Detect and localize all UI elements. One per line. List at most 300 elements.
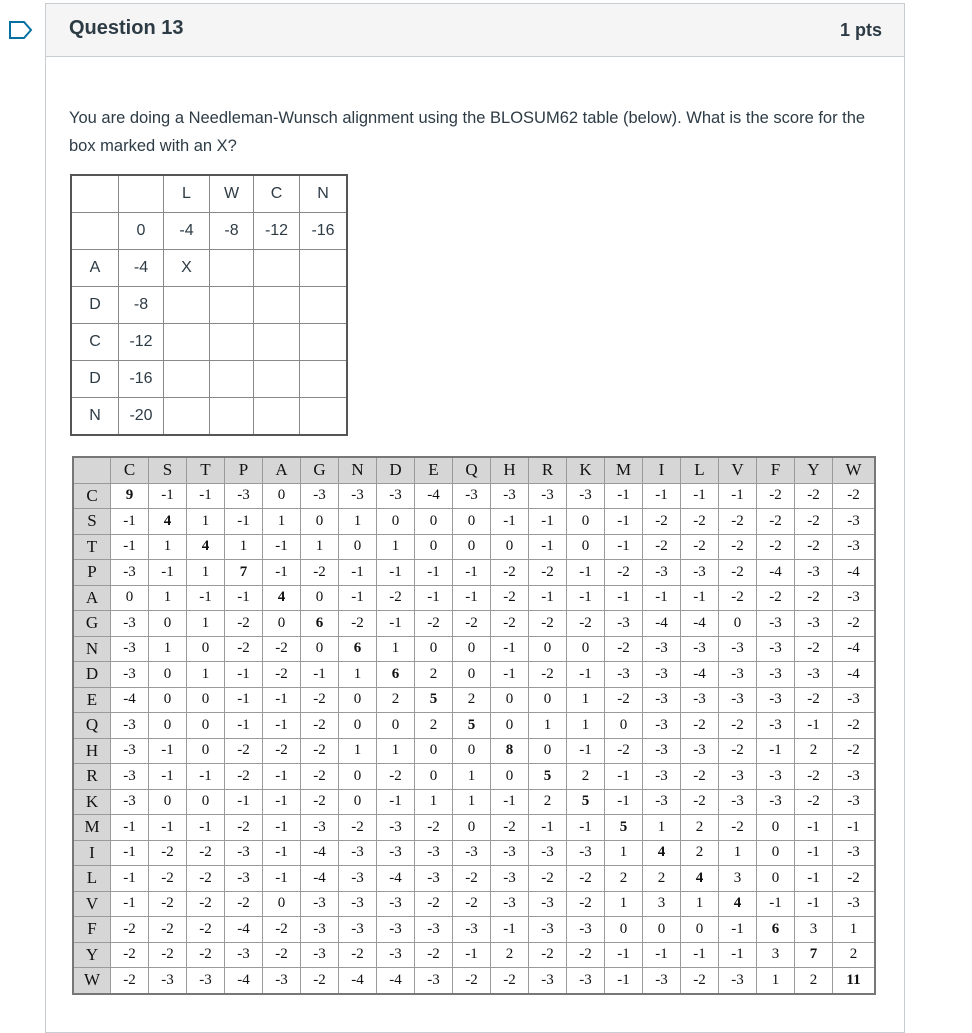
nw-cell: C [71, 324, 119, 361]
blosum-cell: -3 [377, 917, 415, 943]
blosum-cell: -1 [757, 891, 795, 917]
blosum-cell: 0 [529, 687, 567, 713]
blosum-cell: -3 [757, 662, 795, 688]
blosum-column-header: K [567, 457, 605, 483]
blosum-cell: -2 [263, 662, 301, 688]
blosum-column-header: Q [453, 457, 491, 483]
blosum-cell: -1 [681, 942, 719, 968]
blosum-cell: 1 [301, 534, 339, 560]
blosum-cell: 2 [491, 942, 529, 968]
blosum-cell: -1 [719, 483, 757, 509]
blosum-cell: -2 [111, 942, 149, 968]
blosum-cell: -3 [529, 891, 567, 917]
blosum-cell: 3 [795, 917, 833, 943]
blosum-cell: -3 [643, 789, 681, 815]
blosum-cell: -3 [453, 840, 491, 866]
blosum-cell: -3 [415, 866, 453, 892]
blosum-cell: -3 [605, 611, 643, 637]
blosum-cell: 1 [339, 509, 377, 535]
blosum-cell: -1 [795, 891, 833, 917]
blosum-row-header: S [73, 509, 111, 535]
blosum-diagonal-cell: 5 [605, 815, 643, 841]
blosum-cell: -2 [681, 509, 719, 535]
blosum-cell: -2 [529, 611, 567, 637]
blosum-cell: -1 [681, 585, 719, 611]
blosum-cell: 0 [415, 764, 453, 790]
blosum-cell: -2 [453, 891, 491, 917]
blosum-column-header: I [643, 457, 681, 483]
blosum-column-header: H [491, 457, 529, 483]
blosum-cell: -3 [719, 636, 757, 662]
blosum-row [73, 713, 875, 739]
blosum-column-header: V [719, 457, 757, 483]
nw-cell [119, 175, 164, 213]
blosum-column-header: R [529, 457, 567, 483]
nw-cell [300, 324, 348, 361]
blosum-cell: 0 [453, 509, 491, 535]
blosum-cell: -3 [301, 917, 339, 943]
blosum-cell: -3 [263, 968, 301, 994]
blosum-cell: -1 [453, 585, 491, 611]
nw-cell: -20 [119, 398, 164, 436]
blosum-cell: -3 [339, 483, 377, 509]
blosum-cell: -1 [263, 866, 301, 892]
blosum-cell: -2 [833, 483, 876, 509]
blosum-cell: -2 [301, 789, 339, 815]
blosum-cell: -1 [225, 687, 263, 713]
blosum-cell: -3 [491, 483, 529, 509]
blosum-cell: -3 [643, 764, 681, 790]
blosum-cell: -2 [149, 917, 187, 943]
blosum-cell: -1 [225, 789, 263, 815]
blosum-cell: -3 [339, 866, 377, 892]
blosum-cell: 0 [149, 789, 187, 815]
blosum-cell: -1 [757, 738, 795, 764]
blosum-cell: -2 [643, 509, 681, 535]
blosum-cell: 0 [301, 636, 339, 662]
blosum-cell: -3 [377, 483, 415, 509]
blosum-cell: 0 [415, 534, 453, 560]
blosum-cell: -3 [377, 942, 415, 968]
blosum-cell: -2 [529, 560, 567, 586]
blosum-diagonal-cell: 4 [263, 585, 301, 611]
blosum-row-header: Y [73, 942, 111, 968]
blosum-cell: -1 [795, 840, 833, 866]
blosum-cell: -4 [681, 662, 719, 688]
blosum-cell: -2 [377, 764, 415, 790]
blosum-row-header: V [73, 891, 111, 917]
blosum-cell: 2 [377, 687, 415, 713]
blosum-cell: 0 [529, 636, 567, 662]
blosum-cell: -1 [377, 560, 415, 586]
blosum-row-header: L [73, 866, 111, 892]
nw-cell: -4 [164, 213, 210, 250]
blosum-cell: -1 [111, 815, 149, 841]
nw-row [71, 398, 347, 436]
blosum-cell: -2 [149, 840, 187, 866]
blosum-cell: -2 [795, 534, 833, 560]
blosum-diagonal-cell: 6 [301, 611, 339, 637]
blosum-row-header: E [73, 687, 111, 713]
blosum-row [73, 560, 875, 586]
blosum-cell: -3 [377, 891, 415, 917]
blosum-cell: -2 [719, 738, 757, 764]
blosum-cell: -2 [453, 611, 491, 637]
blosum-cell: -2 [187, 891, 225, 917]
blosum-diagonal-cell: 11 [833, 968, 876, 994]
nw-cell [71, 175, 119, 213]
blosum-cell: -2 [567, 891, 605, 917]
nw-cell [210, 361, 254, 398]
blosum-cell: -4 [833, 636, 876, 662]
blosum-cell: -1 [605, 585, 643, 611]
blosum-cell: -2 [225, 738, 263, 764]
blosum-cell: -1 [263, 789, 301, 815]
blosum-cell: -3 [111, 662, 149, 688]
blosum-cell: -2 [681, 713, 719, 739]
blosum-cell: 1 [605, 891, 643, 917]
blosum-cell: -3 [567, 917, 605, 943]
blosum-cell: -3 [681, 738, 719, 764]
blosum-cell: -3 [301, 942, 339, 968]
blosum-diagonal-cell: 4 [187, 534, 225, 560]
blosum-cell: -3 [757, 789, 795, 815]
blosum-cell: -3 [529, 840, 567, 866]
blosum-cell: -2 [111, 968, 149, 994]
blosum-cell: -2 [719, 534, 757, 560]
blosum-row-header: W [73, 968, 111, 994]
blosum-cell: -1 [187, 815, 225, 841]
blosum-row-header: H [73, 738, 111, 764]
blosum-cell: -1 [263, 840, 301, 866]
blosum-cell: 0 [187, 636, 225, 662]
blosum-cell: -2 [757, 509, 795, 535]
nw-cell: N [300, 175, 348, 213]
blosum-cell: 0 [605, 713, 643, 739]
blosum-diagonal-cell: 6 [757, 917, 795, 943]
blosum-cell: -2 [415, 815, 453, 841]
blosum-cell: 1 [833, 917, 876, 943]
blosum-cell: -2 [415, 611, 453, 637]
blosum-cell: -3 [795, 662, 833, 688]
blosum-cell: -2 [491, 815, 529, 841]
blosum-cell: -3 [301, 483, 339, 509]
blosum-cell: -1 [377, 611, 415, 637]
blosum-cell: -3 [757, 611, 795, 637]
blosum-cell: 1 [225, 534, 263, 560]
blosum-row [73, 687, 875, 713]
blosum-row-header: C [73, 483, 111, 509]
blosum-cell: 0 [491, 764, 529, 790]
blosum-cell: -1 [491, 509, 529, 535]
blosum-column-header: T [187, 457, 225, 483]
question-points: 1 pts [839, 20, 882, 40]
blosum-cell: 0 [491, 534, 529, 560]
blosum-cell: -2 [263, 636, 301, 662]
nw-cell: -8 [119, 287, 164, 324]
blosum-cell: -2 [567, 866, 605, 892]
blosum-cell: -3 [415, 968, 453, 994]
blosum-cell: 1 [339, 662, 377, 688]
blosum-cell: -2 [225, 815, 263, 841]
nw-row [71, 213, 347, 250]
blosum-cell: -2 [415, 891, 453, 917]
blosum-cell: -2 [301, 713, 339, 739]
nw-cell [254, 361, 300, 398]
blosum-cell: 2 [529, 789, 567, 815]
blosum-row-header: G [73, 611, 111, 637]
blosum-cell: -1 [681, 483, 719, 509]
blosum-cell: -2 [187, 917, 225, 943]
blosum-cell: -2 [567, 611, 605, 637]
blosum-cell: -1 [111, 840, 149, 866]
blosum-cell: -1 [605, 764, 643, 790]
blosum-cell: -3 [377, 840, 415, 866]
nw-cell [210, 250, 254, 287]
blosum-cell: 0 [263, 483, 301, 509]
blosum-cell: -1 [225, 585, 263, 611]
blosum-cell: -1 [339, 560, 377, 586]
blosum-cell: 1 [263, 509, 301, 535]
blosum-cell: -2 [833, 611, 876, 637]
blosum-cell: -3 [225, 866, 263, 892]
blosum-cell: -3 [795, 560, 833, 586]
blosum-cell: -1 [111, 509, 149, 535]
blosum-cell: -2 [833, 713, 876, 739]
blosum-row-header: P [73, 560, 111, 586]
blosum-cell: 2 [795, 738, 833, 764]
blosum-cell: -2 [529, 942, 567, 968]
blosum-cell: -3 [643, 662, 681, 688]
blosum-cell: 2 [681, 840, 719, 866]
blosum-corner [73, 457, 111, 483]
blosum-cell: -2 [377, 585, 415, 611]
blosum-cell: -2 [453, 866, 491, 892]
blosum-cell: -1 [225, 509, 263, 535]
blosum-cell: -3 [529, 483, 567, 509]
blosum-cell: 1 [643, 815, 681, 841]
blosum-cell: -1 [149, 764, 187, 790]
nw-cell [164, 324, 210, 361]
flag-question-icon[interactable] [8, 20, 34, 40]
blosum-cell: -2 [263, 738, 301, 764]
blosum-row-header: N [73, 636, 111, 662]
blosum-cell: -2 [263, 942, 301, 968]
nw-cell: -8 [210, 213, 254, 250]
blosum-cell: -2 [795, 636, 833, 662]
blosum-row-header: T [73, 534, 111, 560]
blosum-cell: -1 [567, 815, 605, 841]
blosum-cell: 1 [681, 891, 719, 917]
blosum-diagonal-cell: 5 [567, 789, 605, 815]
blosum-cell: -3 [225, 840, 263, 866]
blosum-cell: -2 [681, 764, 719, 790]
blosum-cell: 0 [339, 789, 377, 815]
blosum-cell: -3 [681, 636, 719, 662]
blosum-cell: -2 [415, 942, 453, 968]
blosum-cell: -3 [643, 968, 681, 994]
blosum-diagonal-cell: 8 [491, 738, 529, 764]
blosum-cell: 2 [681, 815, 719, 841]
nw-cell: L [164, 175, 210, 213]
blosum-cell: 0 [149, 713, 187, 739]
blosum-cell: -1 [605, 483, 643, 509]
blosum-cell: -2 [605, 687, 643, 713]
blosum-cell: -3 [681, 560, 719, 586]
blosum-cell: -4 [111, 687, 149, 713]
blosum-row [73, 840, 875, 866]
blosum-cell: 1 [719, 840, 757, 866]
blosum-cell: -3 [111, 789, 149, 815]
blosum-cell: -3 [719, 789, 757, 815]
blosum-cell: 3 [719, 866, 757, 892]
blosum-cell: 1 [567, 713, 605, 739]
blosum-cell: -1 [149, 560, 187, 586]
blosum-cell: -3 [795, 611, 833, 637]
nw-cell [210, 324, 254, 361]
blosum-cell: -1 [567, 662, 605, 688]
blosum-cell: -3 [301, 891, 339, 917]
blosum-cell: 2 [795, 968, 833, 994]
blosum-cell: -3 [567, 840, 605, 866]
needleman-wunsch-table [70, 174, 348, 436]
blosum-cell: -3 [719, 764, 757, 790]
blosum-cell: -3 [757, 687, 795, 713]
blosum-cell: -1 [263, 764, 301, 790]
blosum-cell: -4 [681, 611, 719, 637]
blosum-cell: -1 [643, 585, 681, 611]
nw-cell: -16 [300, 213, 348, 250]
blosum-column-header: C [111, 457, 149, 483]
blosum-cell: -2 [719, 509, 757, 535]
nw-row [71, 250, 347, 287]
blosum-cell: 1 [187, 662, 225, 688]
nw-cell [300, 398, 348, 436]
blosum-row-header: Q [73, 713, 111, 739]
blosum-cell: -3 [833, 789, 876, 815]
blosum-column-header: E [415, 457, 453, 483]
blosum-cell: -3 [339, 891, 377, 917]
blosum-cell: -2 [719, 560, 757, 586]
blosum-cell: 1 [339, 738, 377, 764]
blosum-cell: -1 [225, 662, 263, 688]
blosum-cell: 0 [377, 509, 415, 535]
blosum-cell: 1 [453, 764, 491, 790]
blosum-cell: -1 [187, 764, 225, 790]
blosum-cell: -2 [491, 560, 529, 586]
blosum-cell: 0 [415, 509, 453, 535]
nw-cell: 0 [119, 213, 164, 250]
blosum-cell: -3 [833, 585, 876, 611]
blosum-cell: -4 [833, 662, 876, 688]
blosum-cell: -2 [187, 942, 225, 968]
blosum-cell: 0 [263, 611, 301, 637]
blosum-cell: -3 [491, 891, 529, 917]
blosum-row [73, 738, 875, 764]
blosum-cell: 2 [643, 866, 681, 892]
nw-row [71, 324, 347, 361]
blosum-diagonal-cell: 4 [643, 840, 681, 866]
blosum-cell: -1 [719, 942, 757, 968]
nw-cell: W [210, 175, 254, 213]
blosum-cell: -2 [301, 560, 339, 586]
blosum-cell: 1 [149, 534, 187, 560]
blosum-cell: 1 [149, 585, 187, 611]
blosum-column-header: M [605, 457, 643, 483]
blosum-cell: 0 [377, 713, 415, 739]
blosum-cell: -2 [301, 738, 339, 764]
blosum-cell: -2 [529, 866, 567, 892]
blosum-cell: -4 [757, 560, 795, 586]
blosum-cell: -1 [415, 560, 453, 586]
blosum-cell: -4 [415, 483, 453, 509]
blosum-cell: -4 [377, 968, 415, 994]
nw-cell: -16 [119, 361, 164, 398]
blosum-cell: -1 [643, 483, 681, 509]
blosum-cell: -1 [149, 483, 187, 509]
blosum-header-row [73, 457, 875, 483]
blosum-cell: 0 [567, 509, 605, 535]
blosum-cell: 0 [757, 840, 795, 866]
blosum-cell: -3 [605, 662, 643, 688]
blosum-row-header: A [73, 585, 111, 611]
blosum-cell: -1 [605, 942, 643, 968]
blosum-cell: -2 [225, 891, 263, 917]
blosum-cell: -2 [757, 483, 795, 509]
blosum-column-header: Y [795, 457, 833, 483]
blosum-cell: -2 [567, 942, 605, 968]
blosum-cell: 0 [415, 738, 453, 764]
blosum-cell: -2 [795, 509, 833, 535]
nw-cell: N [71, 398, 119, 436]
blosum-cell: 1 [377, 636, 415, 662]
blosum-cell: -3 [111, 713, 149, 739]
blosum-cell: 0 [111, 585, 149, 611]
nw-cell [300, 250, 348, 287]
nw-cell [300, 287, 348, 324]
nw-cell: D [71, 361, 119, 398]
blosum-diagonal-cell: 4 [681, 866, 719, 892]
blosum-cell: -4 [377, 866, 415, 892]
question-title: Question 13 [69, 17, 184, 39]
blosum-cell: -3 [719, 687, 757, 713]
nw-cell [210, 287, 254, 324]
blosum-cell: -2 [339, 611, 377, 637]
nw-cell [164, 287, 210, 324]
blosum-diagonal-cell: 5 [453, 713, 491, 739]
blosum-cell: -1 [263, 687, 301, 713]
blosum-cell: -3 [643, 738, 681, 764]
blosum-cell: 1 [605, 840, 643, 866]
blosum-cell: -1 [795, 713, 833, 739]
blosum-cell: -2 [795, 789, 833, 815]
blosum-cell: -1 [567, 738, 605, 764]
blosum-cell: 0 [187, 713, 225, 739]
question-header [46, 4, 904, 57]
blosum-cell: -3 [453, 917, 491, 943]
blosum-cell: -4 [339, 968, 377, 994]
blosum-diagonal-cell: 6 [377, 662, 415, 688]
blosum-row-header: F [73, 917, 111, 943]
blosum-cell: -2 [187, 840, 225, 866]
blosum-row [73, 764, 875, 790]
blosum-diagonal-cell: 4 [719, 891, 757, 917]
blosum-cell: -3 [643, 560, 681, 586]
blosum-cell: -4 [301, 866, 339, 892]
blosum-cell: -1 [719, 917, 757, 943]
blosum-cell: 3 [643, 891, 681, 917]
blosum-cell: -1 [795, 866, 833, 892]
